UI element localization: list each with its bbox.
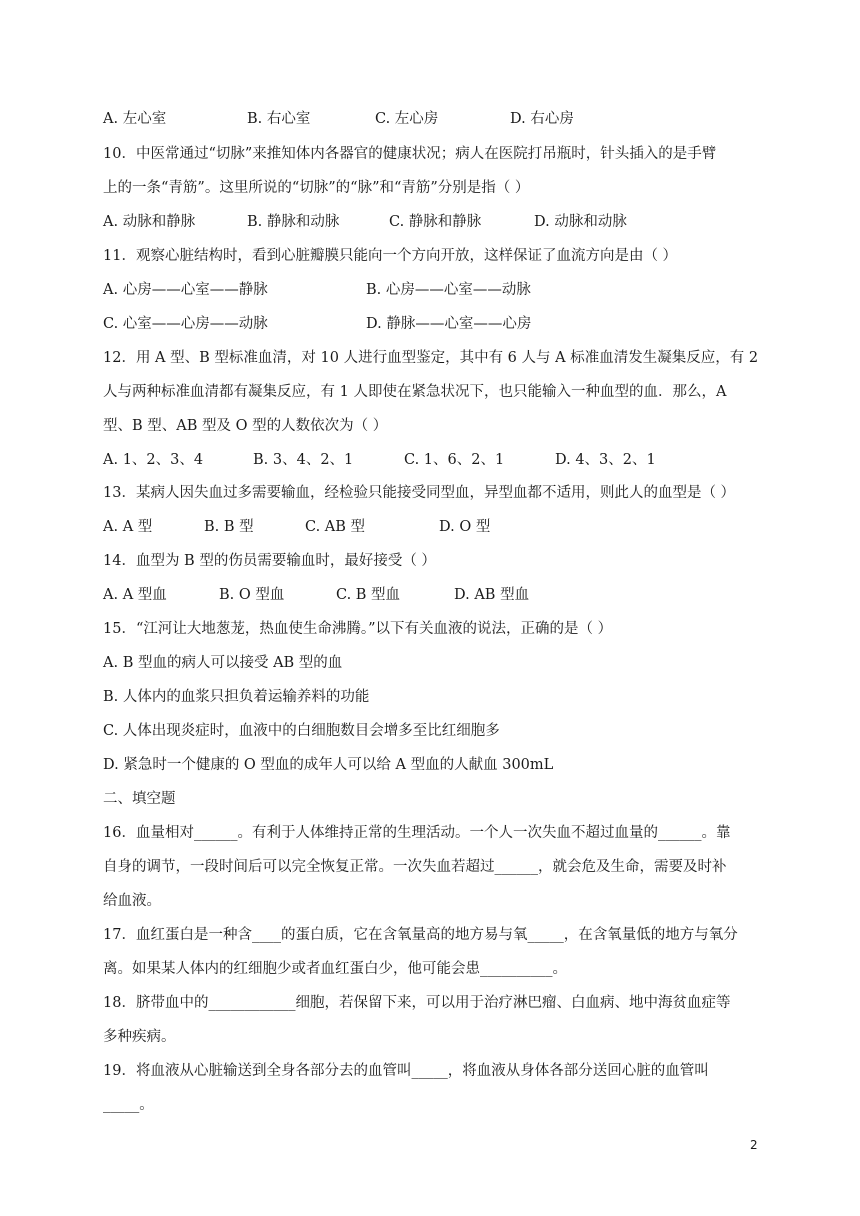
option-a: A. B 型血的病人可以接受 AB 型的血 [103,655,343,671]
option-a: A. 动脉和静脉 [103,214,196,230]
option-c: C. 人体出现炎症时，血液中的白细胞数目会增多至比红细胞多 [103,723,500,739]
option-d: D. 右心房 [510,111,574,127]
option-c: C. 左心房 [375,111,439,127]
option-b: B. 3、4、2、1 [253,452,354,468]
option-a: A. 心房——心室——静脉 [103,282,268,298]
option-c: C. 心室——心房——动脉 [103,316,268,332]
question-16-line-1: 16．血量相对______。有利于人体维持正常的生理活动。一个人一次失血不超过血量的______。靠 [103,825,731,841]
option-b: B. 右心室 [247,111,311,127]
option-a: A. A 型血 [103,587,167,603]
option-d: D. 4、3、2、1 [555,452,656,468]
option-d: D. AB 型血 [454,587,530,603]
question-10-line-1: 10．中医常通过“切脉”来推知体内各器官的健康状况；病人在医院打吊瓶时，针头插入的是手臂 [103,146,717,162]
option-a: A. 左心室 [103,111,167,127]
option-c: C. B 型血 [336,587,401,603]
question-11-line-1: 11．观察心脏结构时，看到心脏瓣膜只能向一个方向开放，这样保证了血流方向是由（ ） [103,248,678,264]
option-a: A. 1、2、3、4 [103,452,204,468]
question-19-line-1: 19．将血液从心脏输送到全身各部分去的血管叫_____，将血液从身体各部分送回心脏的血管叫 [103,1063,709,1079]
option-d: D. O 型 [439,519,491,535]
question-17-line-2: 离。如果某人体内的红细胞少或者血红蛋白少，他可能会患__________。 [103,961,567,977]
question-10-line-2: 上的一条“青筋”。这里所说的“切脉”的“脉”和“青筋”分别是指（ ） [103,180,530,196]
question-12-line-2: 人与两种标准血清都有凝集反应，有 1 人即使在紧急状况下，也只能输入一种血型的血．那么，A [103,384,727,400]
question-16-line-2: 自身的调节，一段时间后可以完全恢复正常。一次失血若超过______，就会危及生命，需要及时补 [103,859,727,875]
option-a: A. A 型 [103,519,153,535]
question-14-line-1: 14．血型为 B 型的伤员需要输血时，最好接受（ ） [103,553,436,569]
option-b: B. 心房——心室——动脉 [366,282,531,298]
question-12-line-3: 型、B 型、AB 型及 O 型的人数依次为（ ） [103,418,388,434]
option-d: D. 紧急时一个健康的 O 型血的成年人可以给 A 型血的人献血 300mL [103,757,554,773]
question-19-line-2: _____。 [103,1097,154,1113]
question-18-line-2: 多种疾病。 [103,1029,176,1045]
option-b: B. O 型血 [219,587,285,603]
option-c: C. 静脉和静脉 [389,214,482,230]
option-b: B. 静脉和动脉 [247,214,340,230]
question-17-line-1: 17．血红蛋白是一种含____的蛋白质，它在含氧量高的地方易与氧_____，在含氧量低的地方与氧分 [103,927,738,943]
option-c: C. AB 型 [305,519,366,535]
question-13-line-1: 13．某病人因失血过多需要输血，经检验只能接受同型血，异型血都不适用，则此人的血型是（ ） [103,485,736,501]
option-b: B. 人体内的血浆只担负着运输养料的功能 [103,689,370,705]
option-b: B. B 型 [204,519,254,535]
option-d: D. 动脉和动脉 [534,214,627,230]
question-12-line-1: 12．用 A 型、B 型标准血清，对 10 人进行血型鉴定，其中有 6 人与 A 标准血清发生凝集反应，有 2 [103,350,759,366]
option-d: D. 静脉——心室——心房 [366,316,532,332]
question-18-line-1: 18．脐带血中的____________细胞，若保留下来，可以用于治疗淋巴瘤、白血病、地中海贫血症等 [103,995,731,1011]
option-c: C. 1、6、2、1 [404,452,505,468]
question-15-line-1: 15．“江河让大地葱茏，热血使生命沸腾。”以下有关血液的说法，正确的是（ ） [103,621,613,637]
section-title: 二、填空题 [103,791,176,807]
question-16-line-3: 给血液。 [103,893,161,909]
page-number: 2 [750,1138,758,1152]
